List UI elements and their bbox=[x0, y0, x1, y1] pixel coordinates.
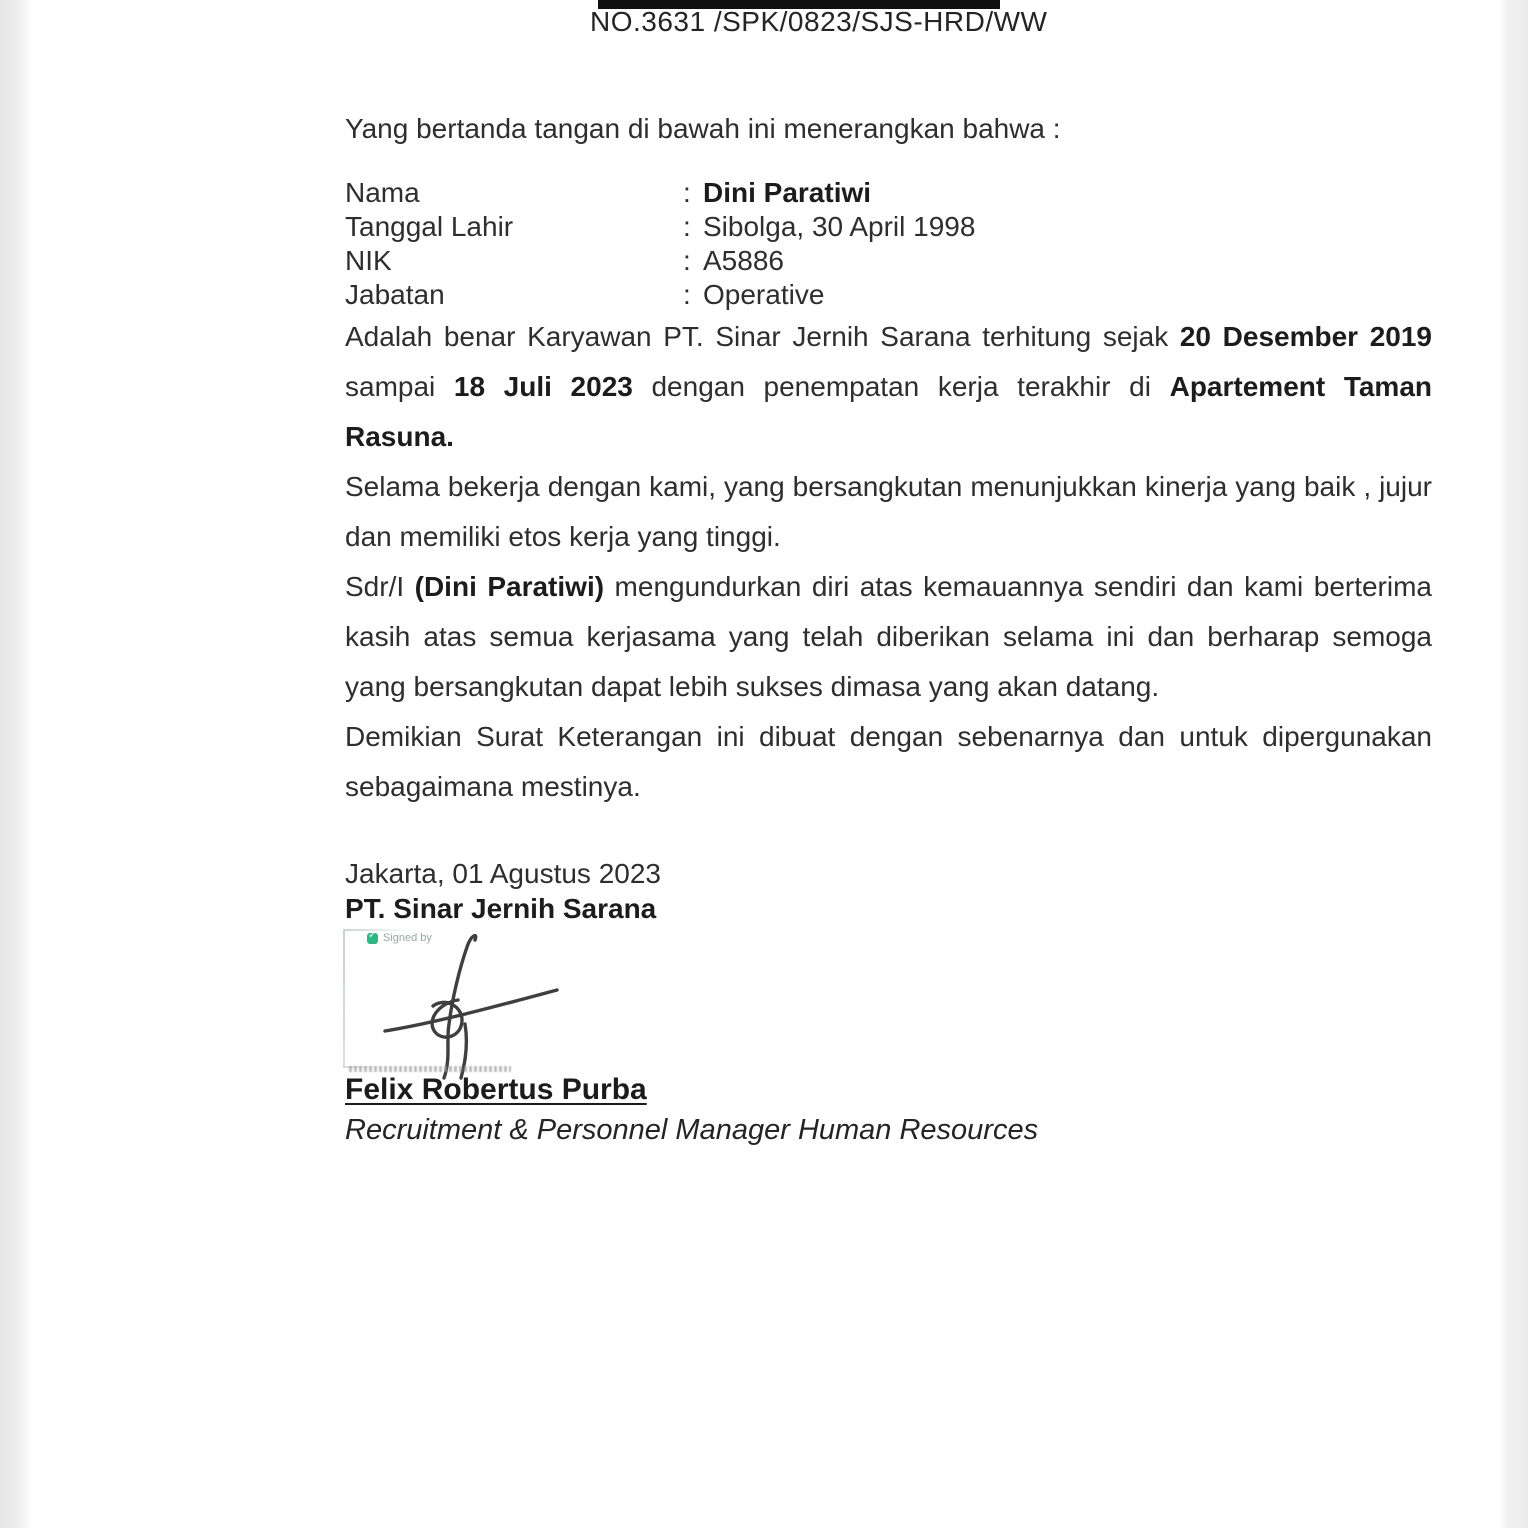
p1-text: dengan penempatan kerja terakhir di bbox=[632, 371, 1170, 402]
p1-text: Adalah benar Karyawan PT. Sinar Jernih Sarana terhitung sejak bbox=[345, 321, 1180, 352]
p1-end-date: 18 Juli 2023 bbox=[453, 371, 633, 402]
field-separator: : bbox=[683, 177, 691, 208]
p3-text: mengundurkan diri atas kemauannya sendiri dan kami berterima kasih atas semua kerjasama yang telah diberikan selama ini dan berharap semoga yang bersangkutan dapat lebih sukses dimasa yang akan datang. bbox=[345, 571, 1433, 702]
field-separator: : bbox=[683, 279, 691, 310]
signer-name: Felix Robertus Purba bbox=[345, 1073, 647, 1106]
signed-check-icon bbox=[367, 933, 378, 944]
employee-fields bbox=[345, 176, 1432, 312]
company-name: PT. Sinar Jernih Sarana bbox=[345, 893, 657, 924]
digital-signature-box bbox=[343, 926, 863, 1068]
field-row-tanggal-lahir bbox=[345, 210, 1432, 244]
p1-placement: Apartement Taman Rasuna. bbox=[345, 371, 1432, 452]
signature-box-border bbox=[343, 930, 345, 1068]
page-left-edge-shadow bbox=[0, 0, 30, 1528]
field-row-nama bbox=[345, 176, 1432, 210]
paragraph-performance: Selama bekerja dengan kami, yang bersangkutan menunjukkan kinerja yang baik , jujur dan memiliki etos kerja yang tinggi. bbox=[345, 471, 1432, 552]
field-row-nik bbox=[345, 244, 1432, 278]
p3-text: Sdr/I bbox=[345, 571, 415, 602]
intro-line: Yang bertanda tangan di bawah ini menerangkan bahwa : bbox=[345, 113, 1061, 144]
paragraph-employment bbox=[345, 312, 1432, 462]
paragraph-resignation bbox=[345, 562, 1432, 712]
field-separator: : bbox=[683, 211, 691, 242]
paragraph-closing-statement: Demikian Surat Keterangan ini dibuat dengan sebenarnya dan untuk dipergunakan sebagaimana mestinya. bbox=[345, 721, 1432, 802]
field-value: Sibolga, 30 April 1998 bbox=[703, 211, 976, 242]
field-value: Dini Paratiwi bbox=[703, 177, 872, 208]
letter-body bbox=[345, 0, 1432, 1148]
signature-verification-text bbox=[349, 1066, 511, 1072]
field-label: Tanggal Lahir bbox=[345, 211, 514, 242]
field-separator: : bbox=[683, 245, 691, 276]
signer-title: Recruitment & Personnel Manager Human Resources bbox=[345, 1114, 1039, 1146]
city-date-line: Jakarta, 01 Agustus 2023 bbox=[345, 858, 661, 889]
field-value: Operative bbox=[703, 279, 825, 310]
field-label: Nama bbox=[345, 177, 420, 208]
field-value: A5886 bbox=[703, 245, 784, 276]
field-label: NIK bbox=[345, 245, 392, 276]
p3-employee-name: (Dini Paratiwi) bbox=[414, 571, 605, 602]
document-number: NO.3631 /SPK/0823/SJS-HRD/WW bbox=[590, 6, 1048, 37]
closing-block bbox=[345, 856, 1432, 926]
p1-start-date: 20 Desember 2019 bbox=[1179, 321, 1432, 352]
p1-text: sampai bbox=[345, 371, 454, 402]
signed-by-text: Signed by bbox=[383, 932, 432, 944]
page-right-edge-shadow bbox=[1498, 0, 1528, 1528]
field-row-jabatan bbox=[345, 278, 1432, 312]
field-label: Jabatan bbox=[345, 279, 445, 310]
handwritten-signature bbox=[379, 930, 569, 1080]
